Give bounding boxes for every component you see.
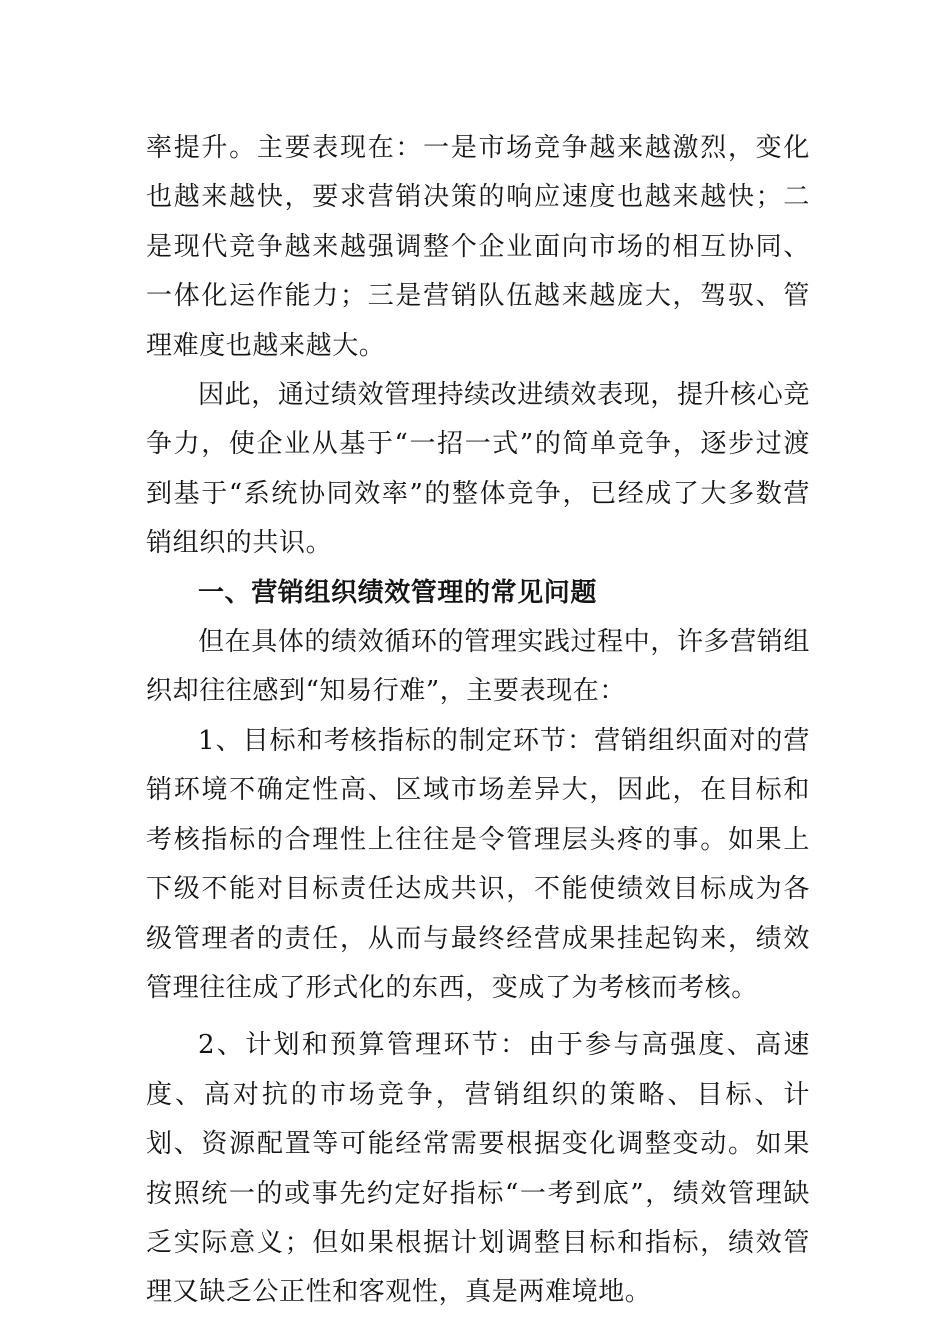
paragraph-intro: 但在具体的绩效循环的管理实践过程中，许多营销组织却往往感到“知易行难”，主要表现在： — [146, 627, 810, 707]
document-body — [146, 124, 810, 1318]
paragraph-continuation: 率提升。主要表现在：一是市场竞争越来越激烈，变化也越来越快，要求营销决策的响应速度也越来越快；二是现代竞争越来越强调整个企业面向市场的相互协同、一体化运作能力；三是营销队伍越来越庞大，驾驭、管理难度也越来越大。 — [146, 133, 810, 361]
section-heading: 一、营销组织绩效管理的常见问题 — [198, 577, 598, 608]
paragraph-item-2: 2、计划和预算管理环节：由于参与高强度、高速度、高对抗的市场竞争，营销组织的策略、目标、计划、资源配置等可能经常需要根据变化调整变动。如果按照统一的或事先约定好指标“一考到底”，绩效管理缺乏实际意义；但如果根据计划调整目标和指标，绩效管理又缺乏公正性和客观性，真是两难境地。 — [146, 1030, 810, 1308]
paragraph-item-1: 1、目标和考核指标的制定环节：营销组织面对的营销环境不确定性高、区域市场差异大，因此，在目标和考核指标的合理性上往往是令管理层头疼的事。如果上下级不能对目标责任达成共识，不能使绩效目标成为各级管理者的责任，从而与最终经营成果挂起钩来，绩效管理往往成了形式化的东西，变成了为考核而考核。 — [146, 725, 810, 1003]
paragraph-consensus: 因此，通过绩效管理持续改进绩效表现，提升核心竞争力，使企业从基于“一招一式”的简单竞争，逐步过渡到基于“系统协同效率”的整体竞争，已经成了大多数营销组织的共识。 — [146, 380, 810, 559]
